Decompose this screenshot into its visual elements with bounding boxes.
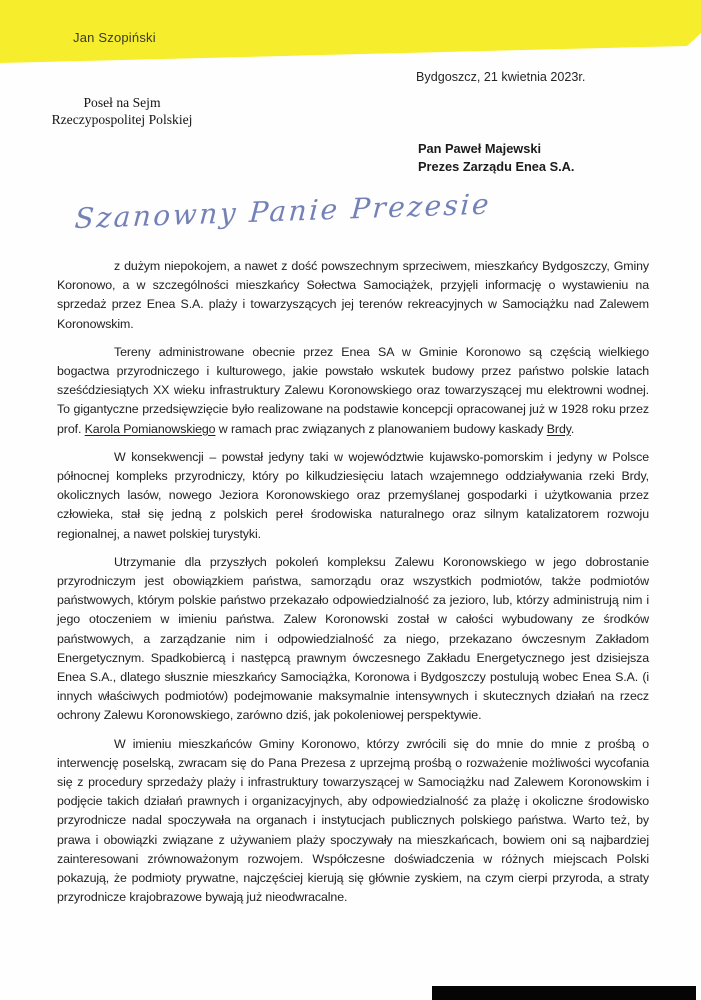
sender-title-line1: Poseł na Sejm (83, 95, 161, 110)
date-line: Bydgoszcz, 21 kwietnia 2023r. (416, 70, 586, 84)
sender-block (36, 95, 208, 128)
paragraph-3: W konsekwencji – powstał jedyny taki w województwie kujawsko-pomorskim i jedyny w Polsce północnej kompleks przyrodniczy, który po kilkudziesięciu latach wzajemnego oddziaływania rzeki Brdy, okolicznych lasów, nowego Jeziora Koronowskiego oraz przemyślanej gospodarki i użytkowania przez człowieka, stał się jedną z polskich pereł środowiska naturalnego oraz silnym katalizatorem rozwoju regionalnej, a nawet polskiej turystyki. (57, 449, 649, 541)
paragraph-2-text: . (570, 421, 575, 436)
paragraph-4: Utrzymanie dla przyszłych pokoleń kompleksu Zalewu Koronowskiego w jego dobrostanie przyrodniczym jest obowiązkiem państwa, samorządu oraz wszystkich podmiotów, także podmiotów państwowych, którym polskie państwo przekazało odpowiedzialność za jezioro, lub, którzy administrują nim i jego otoczeniem w imieniu państwa. Zalew Koronowski został w całości wybudowany ze środków państwowych, a zarządzanie nim i odpowiedzialność za niego, przekazano ówczesnym Zakładom Energetycznym. Spadkobiercą i następcą prawnym ówczesnego Zakładu Energetycznego jest dzisiejsza Enea S.A., dlatego słusznie mieszkańcy Samociążka, Koronowa i Bydgoszczy postulują wobec Enea S.A. (i innych właściwych podmiotów) podejmowanie maksymalnie intensywnych i skutecznych działań na rzecz ochrony Zalewu Koronowskiego, zarówno dziś, jak pokoleniowej perspektywie. (57, 554, 649, 723)
paragraph-5: W imieniu mieszkańców Gminy Koronowo, którzy zwrócili się do mnie do mnie z prośbą o interwencję poselską, zwracam się do Pana Prezesa z uprzejmą prośbą o rozważenie możliwości wycofania się z procedury sprzedaży plaży i infrastruktury towarzyszącej w Samociążku nad Zalewem Koronowskim i podjęcie takich działań prawnych i organizacyjnych, aby odpowiedzialność za plażę i okoliczne środowisko przyrodnicze nadal spoczywała na organach i instytucjach publicznych polskiego państwa. Warto też, by prawa i obowiązki związane z używaniem plaży spoczywały na mieszkańcach, bowiem oni są najbardziej zainteresowani zrównoważonym rozwojem. Współczesne doświadczenia w różnych miejscach Polski pokazują, że podmioty prywatne, najczęściej kierują się głównie zyskiem, na czym cierpi przyroda, a straty przyrodnicze krajobrazowe bywają już nieodwracalne. (57, 736, 649, 905)
letterhead-name: Jan Szopiński (73, 30, 156, 45)
recipient-name: Pan Paweł Majewski (418, 141, 542, 156)
underlined-professor-name: Karola Pomianowskiego (84, 421, 216, 436)
paragraph-1: z dużym niepokojem, a nawet z dość powszechnym sprzeciwem, mieszkańcy Bydgoszczy, Gminy Koronowo, a w szczególności mieszkańcy Sołectwa Samociążek, przyjęli informację o wystawieniu na sprzedaż przez Enea S.A. plaży i towarzyszących jej terenów rekreacyjnych w Samociążku nad Zalewem Koronowskim. (57, 259, 649, 331)
handwritten-greeting: Szanowny Panie Prezesie (73, 187, 493, 236)
recipient-block (418, 140, 574, 175)
underlined-river-name: Brdy (546, 421, 571, 436)
letter-body (57, 257, 649, 917)
redaction-bar (432, 986, 696, 1000)
paragraph-2 (57, 343, 649, 439)
sender-title-line2: Rzeczypospolitej Polskiej (51, 111, 193, 127)
recipient-title: Prezes Zarządu Enea S.A. (418, 158, 575, 174)
paragraph-2-text: Tereny administrowane obecnie przez Enea SA w Gminie Koronowo są częścią wielkiego bogactwa przyrodniczego i kulturowego, jakie powstało wskutek budowy przez państwo polskie latach sześćdziesiątych XX wieku infrastruktury Zalewu Koronowskiego oraz towarzyszącej mu elektrowni wodnej. To gigantyczne przedsięwzięcie było realizowane na podstawie koncepcji opracowanej już w 1928 roku przez prof. (57, 344, 649, 436)
paragraph-2-text: w ramach prac związanych z planowaniem budowy kaskady (215, 421, 547, 436)
